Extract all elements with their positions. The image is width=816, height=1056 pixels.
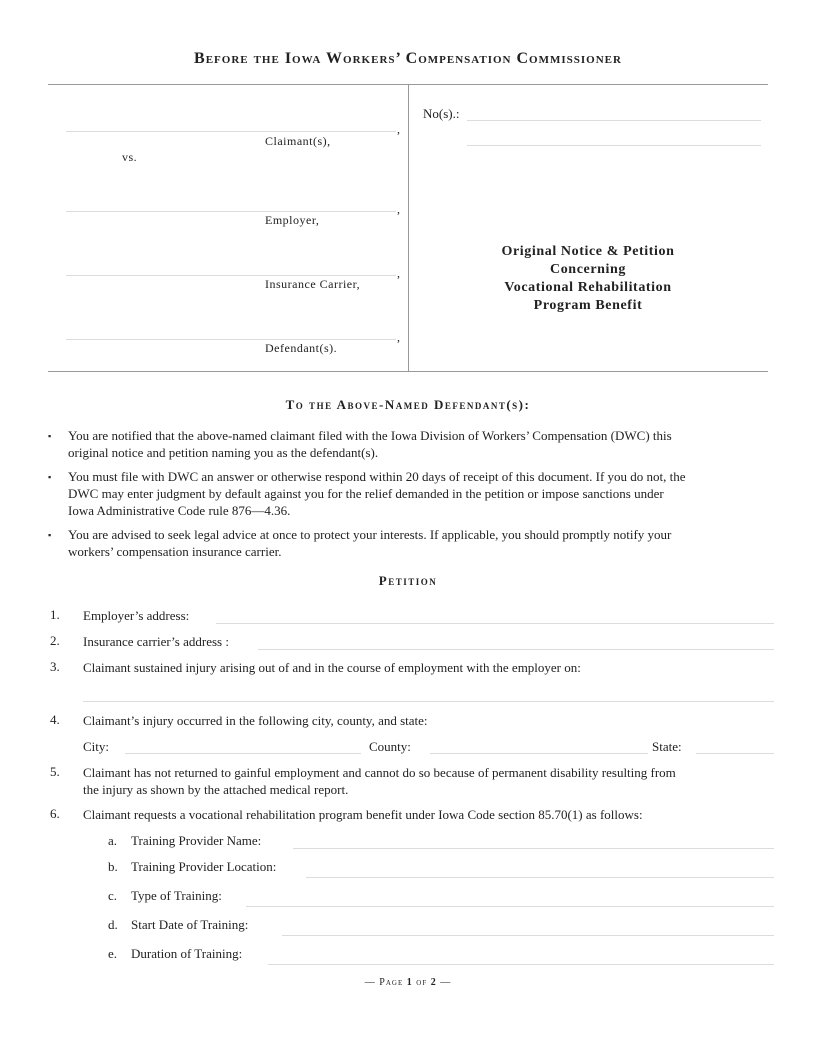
sub-item-e-letter: e. — [108, 946, 118, 961]
training-type-field[interactable] — [246, 892, 774, 907]
county-field[interactable] — [430, 739, 648, 754]
petition-heading: Petition — [378, 573, 438, 588]
employer-address-label: Employer’s address: — [83, 608, 190, 623]
bullet-icon: ▪ — [48, 472, 52, 482]
carrier-label: Insurance Carrier, — [265, 277, 361, 291]
disability-statement-line-2: the injury as shown by the attached medical report. — [83, 782, 349, 797]
item-3-number: 3. — [50, 659, 60, 674]
claimant-label: Claimant(s), — [265, 134, 331, 148]
item-5-number: 5. — [50, 764, 60, 779]
bullet-icon: ▪ — [48, 530, 52, 540]
provider-location-field[interactable] — [306, 863, 774, 878]
item-1-number: 1. — [50, 607, 60, 622]
notice-bullet-2 — [68, 468, 686, 519]
county-label: County: — [369, 739, 411, 754]
city-label: City: — [83, 739, 110, 754]
petition-title-line-4: Program Benefit — [533, 298, 643, 313]
employer-comma: , — [397, 202, 401, 216]
case-number-label: No(s).: — [423, 106, 460, 121]
footer-page-word: Page — [379, 977, 404, 988]
caption-divider — [408, 84, 409, 371]
employer-name-field[interactable] — [66, 197, 396, 212]
item-4-number: 4. — [50, 712, 60, 727]
state-label: State: — [652, 739, 682, 754]
item-2-number: 2. — [50, 633, 60, 648]
petition-title-line-1: Original Notice & Petition — [501, 244, 675, 259]
duration-field[interactable] — [268, 950, 774, 965]
petition-title-line-2: Concerning — [550, 262, 626, 277]
notice-bullet-2-line-1: You must file with DWC an answer or otherwise respond within 20 days of receipt of this document. If you do not, the — [68, 469, 686, 484]
document-title: Before the Iowa Workers’ Compensation Commissioner — [194, 50, 622, 67]
notice-bullet-1 — [68, 427, 672, 461]
notice-bullet-1-line-1: You are notified that the above-named claimant filed with the Iowa Division of Workers’ Compensation (DWC) this — [68, 428, 672, 443]
carrier-comma: , — [397, 266, 401, 280]
notice-bullet-3-line-1: You are advised to seek legal advice at once to protect your interests. If applicable, you should promptly notify your — [68, 527, 672, 542]
provider-name-field[interactable] — [293, 834, 774, 849]
case-number-field-1[interactable] — [467, 106, 761, 121]
sub-item-c-letter: c. — [108, 888, 118, 903]
provider-name-label: Training Provider Name: — [131, 833, 262, 848]
sub-item-b-letter: b. — [108, 859, 118, 874]
city-field[interactable] — [125, 739, 361, 754]
employer-label: Employer, — [265, 213, 320, 227]
petition-title-block — [410, 243, 766, 315]
notice-bullet-2-line-3: Iowa Administrative Code rule 876—4.36. — [68, 503, 291, 518]
start-date-field[interactable] — [282, 921, 774, 936]
petition-title-line-3: Vocational Rehabilitation — [504, 280, 672, 295]
footer-of-word: of — [416, 977, 428, 988]
training-type-label: Type of Training: — [131, 888, 222, 903]
notice-bullet-3 — [68, 526, 671, 560]
disability-statement-line-1: Claimant has not returned to gainful employment and cannot do so because of permanent disability resulting from — [83, 765, 676, 780]
page-footer — [0, 977, 816, 988]
item-6-number: 6. — [50, 806, 60, 821]
injury-date-field[interactable] — [83, 687, 774, 702]
injury-location-label: Claimant’s injury occurred in the following city, county, and state: — [83, 713, 428, 728]
notice-bullet-1-line-2: original notice and petition naming you as the defendant(s). — [68, 445, 379, 460]
current-page-number: 1 — [406, 977, 413, 988]
caption-bottom-rule — [48, 371, 768, 372]
notice-bullet-3-line-2: workers’ compensation insurance carrier. — [68, 544, 282, 559]
vs-label: vs. — [122, 150, 138, 164]
defendant-name-field[interactable] — [66, 325, 396, 340]
provider-location-label: Training Provider Location: — [131, 859, 277, 874]
total-page-count: 2 — [430, 977, 437, 988]
carrier-address-field[interactable] — [258, 635, 774, 650]
benefit-request-label: Claimant requests a vocational rehabilitation program benefit under Iowa Code section 85.70(1) as follows: — [83, 807, 643, 822]
start-date-label: Start Date of Training: — [131, 917, 249, 932]
duration-label: Duration of Training: — [131, 946, 243, 961]
claimant-name-field[interactable] — [66, 117, 396, 132]
case-number-field-2[interactable] — [467, 131, 761, 146]
claimant-comma: , — [397, 122, 401, 136]
carrier-name-field[interactable] — [66, 261, 396, 276]
sub-item-a-letter: a. — [108, 833, 118, 848]
carrier-address-label: Insurance carrier’s address : — [83, 634, 229, 649]
bullet-icon: ▪ — [48, 431, 52, 441]
defendant-comma: , — [397, 330, 401, 344]
defendant-label: Defendant(s). — [265, 341, 338, 355]
disability-statement — [83, 764, 676, 798]
state-field[interactable] — [696, 739, 774, 754]
sub-item-d-letter: d. — [108, 917, 118, 932]
employer-address-field[interactable] — [216, 609, 774, 624]
notice-bullet-2-line-2: DWC may enter judgment by default against you for the relief demanded in the petition or impose sanctions under — [68, 486, 664, 501]
footer-dash-left: — — [364, 977, 376, 988]
injury-date-label: Claimant sustained injury arising out of and in the course of employment with the employer on: — [83, 660, 581, 675]
footer-dash-right: — — [440, 977, 452, 988]
notice-heading: To the Above-Named Defendant(s): — [285, 397, 531, 412]
